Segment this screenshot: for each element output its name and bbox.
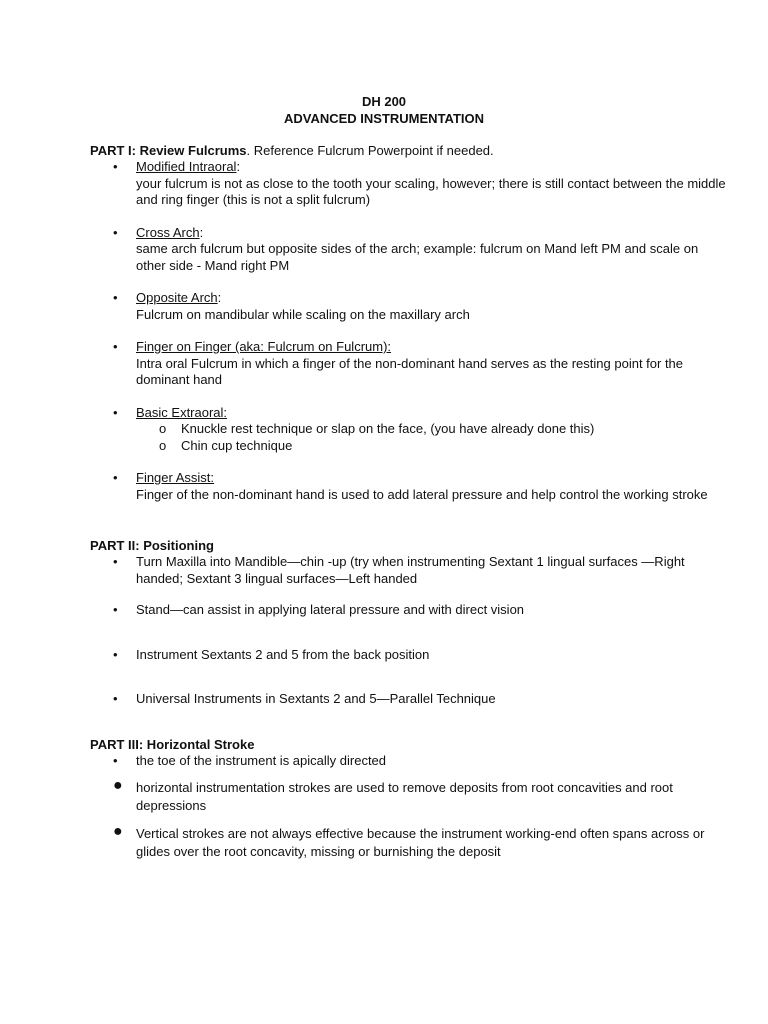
bullet-icon: • <box>113 290 118 305</box>
item-description: your fulcrum is not as close to the tooth your scaling, however; there is still contact between the middle and ring finger (this is not a split fulcrum) <box>136 175 726 207</box>
item-text: Universal Instruments in Sextants 2 and 5—Parallel Technique <box>136 691 496 706</box>
document-title: ADVANCED INSTRUMENTATION <box>283 111 485 126</box>
list-item <box>90 691 730 708</box>
item-term: Modified Intraoral <box>136 159 237 174</box>
item-term: Finger on Finger (aka: Fulcrum on Fulcrum): <box>136 339 392 354</box>
item-term: Basic Extraoral: <box>136 404 228 420</box>
part-1-note: . Reference Fulcrum Powerpoint if needed. <box>246 143 494 158</box>
part-2-section <box>90 537 730 587</box>
item-term: Opposite Arch <box>136 290 218 305</box>
horizontal-stroke-list-cont <box>90 779 730 815</box>
part-2-item-universal <box>90 691 730 708</box>
positioning-list-cont <box>90 647 730 664</box>
bullet-icon: • <box>113 339 118 354</box>
list-item <box>90 825 730 861</box>
list-item <box>90 159 730 209</box>
bullet-icon: • <box>113 691 118 706</box>
bullet-icon: • <box>113 753 118 768</box>
bullet-icon: • <box>113 647 118 662</box>
list-item <box>90 339 730 389</box>
item-text: horizontal instrumentation strokes are used to remove deposits from root concavities and root depressions <box>136 780 673 813</box>
list-item <box>90 225 730 275</box>
list-item <box>90 470 730 503</box>
item-term: Cross Arch <box>136 224 200 240</box>
bullet-icon: • <box>113 404 118 420</box>
list-item <box>90 779 730 815</box>
sub-item-text: Chin cup technique <box>181 437 293 453</box>
list-item <box>90 647 730 664</box>
part-3-section <box>90 736 730 770</box>
item-text: Stand—can assist in applying lateral pressure and with direct vision <box>136 602 525 617</box>
list-item <box>90 753 730 770</box>
item-term-suffix: : <box>217 290 222 305</box>
bullet-icon: • <box>113 470 118 485</box>
bullet-icon: • <box>113 554 118 569</box>
bullet-icon: • <box>113 602 118 617</box>
list-item <box>90 290 730 323</box>
item-term-suffix: : <box>199 224 204 240</box>
bullet-icon: • <box>113 159 118 174</box>
item-term: Finger Assist: <box>136 470 215 485</box>
filled-bullet-icon: ● <box>113 823 123 840</box>
part-2-title: PART II: Positioning <box>90 538 214 553</box>
fulcrum-list <box>90 159 730 503</box>
filled-bullet-icon: ● <box>113 777 123 794</box>
list-item <box>90 554 730 587</box>
item-text: Instrument Sextants 2 and 5 from the back position <box>136 647 430 662</box>
horizontal-stroke-list-cont <box>90 825 730 861</box>
item-description: Finger of the non-dominant hand is used to add lateral pressure and help control the working stroke <box>136 486 708 502</box>
positioning-list <box>90 554 730 587</box>
bullet-icon: • <box>113 224 118 240</box>
part-3-title: PART III: Horizontal Stroke <box>90 737 255 752</box>
part-2-item-stand <box>90 602 730 619</box>
item-text: Turn Maxilla into Mandible—chin -up (try when instrumenting Sextant 1 lingual surfaces —Right handed; Sextant 3 lingual surfaces—Left handed <box>136 554 685 586</box>
part-1-section <box>90 142 730 503</box>
course-code: DH 200 <box>361 94 407 109</box>
sub-item-text: Knuckle rest technique or slap on the face, (you have already done this) <box>181 421 595 436</box>
part-1-title: PART I: Review Fulcrums <box>90 143 247 158</box>
list-item <box>90 602 730 619</box>
part-3-item-vertical <box>90 825 730 861</box>
horizontal-stroke-list <box>90 753 730 770</box>
positioning-list-cont <box>90 602 730 619</box>
part-3-heading <box>90 736 730 753</box>
item-description: same arch fulcrum but opposite sides of the arch; example: fulcrum on Mand left PM and scale on other side - Mand right PM <box>136 241 699 273</box>
sub-list-item <box>136 438 730 455</box>
extraoral-sublist <box>136 421 730 454</box>
positioning-list-cont <box>90 691 730 708</box>
item-text: the toe of the instrument is apically directed <box>136 753 387 768</box>
sub-list-item <box>136 421 730 438</box>
circle-bullet-icon: o <box>159 437 167 453</box>
circle-bullet-icon: o <box>159 421 167 436</box>
part-1-heading <box>90 142 730 159</box>
part-2-heading <box>90 537 730 554</box>
list-item <box>90 405 730 455</box>
document-header <box>0 93 768 127</box>
item-description: Intra oral Fulcrum in which a finger of the non-dominant hand serves as the resting point for the dominant hand <box>136 355 684 387</box>
part-3-item-horizontal <box>90 779 730 815</box>
item-text: Vertical strokes are not always effective because the instrument working-end often spans across or glides over the root concavity, missing or burnishing the deposit <box>136 826 705 859</box>
part-2-item-back <box>90 647 730 664</box>
item-term-suffix: : <box>236 159 241 174</box>
item-description: Fulcrum on mandibular while scaling on the maxillary arch <box>136 306 470 322</box>
